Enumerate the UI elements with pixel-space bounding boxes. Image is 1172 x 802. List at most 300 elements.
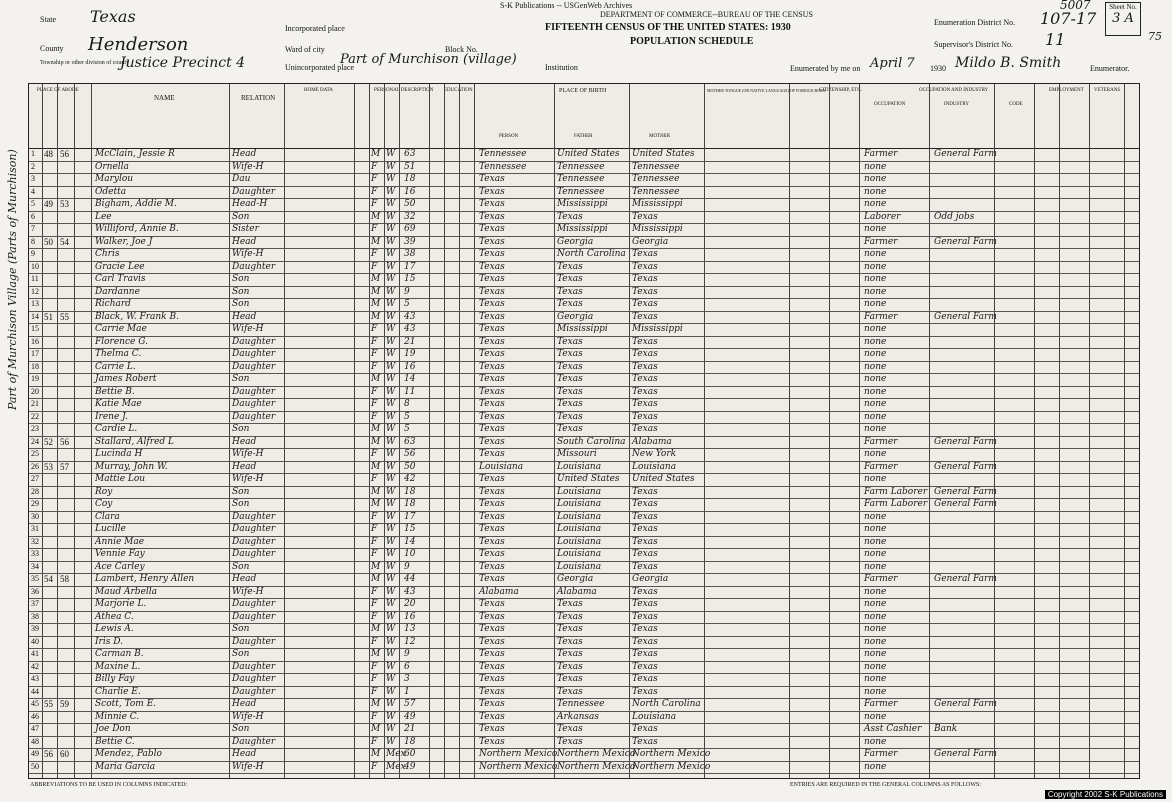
family-number: 56 — [60, 436, 69, 447]
table-row — [29, 723, 1139, 737]
relation: Head-H — [232, 199, 268, 209]
schedule-subtitle: POPULATION SCHEDULE — [630, 36, 754, 47]
age: 10 — [404, 549, 416, 559]
occupation: none — [864, 549, 887, 559]
dwelling-number: 50 — [44, 236, 53, 247]
occupation: none — [864, 449, 887, 459]
industry: General Farm — [934, 749, 997, 759]
line-number: 50 — [31, 761, 39, 771]
father-birthplace: Texas — [557, 661, 583, 672]
occupation: none — [864, 186, 887, 197]
line-number: 24 — [31, 436, 39, 446]
line-number: 47 — [31, 724, 39, 733]
father-birthplace: Texas — [557, 599, 583, 609]
race: W — [386, 499, 396, 509]
line-number: 42 — [31, 661, 39, 671]
person-name: Charlie E. — [95, 686, 141, 697]
dwelling-number: 55 — [44, 699, 53, 709]
birthplace: Texas — [479, 636, 505, 647]
department: DEPARTMENT OF COMMERCE--BUREAU OF THE CENSUS — [600, 10, 813, 19]
unincorporated-label: Unincorporated place — [285, 63, 355, 72]
mother-birthplace: Texas — [632, 411, 658, 422]
line-number: 6 — [31, 211, 35, 221]
col-personal: PERSONAL DESCRIPTION — [374, 88, 434, 93]
relation: Head — [232, 311, 257, 322]
occupation: Asst Cashier — [864, 724, 922, 734]
person-name: Annie Mae — [95, 536, 145, 547]
mother-birthplace: Texas — [632, 624, 658, 634]
father-birthplace: Texas — [557, 399, 583, 409]
person-name: Lucille — [95, 524, 126, 534]
race: W — [386, 511, 396, 522]
person-name: McClain, Jessie R — [95, 149, 175, 159]
sheet-value: 3 A — [1112, 11, 1134, 26]
sex: M — [371, 574, 381, 584]
sex: F — [371, 524, 378, 534]
person-name: Lucinda H — [95, 449, 143, 459]
relation: Son — [232, 374, 250, 384]
mother-birthplace: Texas — [632, 611, 658, 622]
relation: Daughter — [232, 611, 276, 622]
table-row — [29, 586, 1139, 600]
footer-left: ABBREVIATIONS TO BE USED IN COLUMNS INDICATED: — [30, 782, 188, 788]
birthplace: Texas — [479, 199, 505, 209]
age: 5 — [404, 424, 410, 434]
col-occ-industry: OCCUPATION AND INDUSTRY — [919, 88, 989, 93]
mother-birthplace: Texas — [632, 274, 658, 284]
person-name: Bigham, Addie M. — [95, 199, 177, 209]
relation: Daughter — [232, 399, 276, 409]
family-number: 57 — [60, 461, 69, 472]
person-name: Mattie Lou — [95, 474, 146, 484]
person-name: Athea C. — [95, 611, 134, 622]
age: 16 — [404, 361, 416, 372]
mother-birthplace: Texas — [632, 724, 658, 734]
person-name: Clara — [95, 511, 120, 522]
father-birthplace: Texas — [557, 686, 583, 697]
birthplace: Texas — [479, 724, 505, 734]
sex: M — [371, 749, 381, 759]
line-number: 8 — [31, 236, 35, 246]
occupation: none — [864, 649, 887, 659]
mother-birthplace: Texas — [632, 511, 658, 522]
birthplace: Northern Mexico — [479, 749, 558, 759]
ward-label: Ward of city — [285, 45, 325, 54]
mother-birthplace: Georgia — [632, 574, 669, 584]
sex: M — [371, 374, 381, 384]
mother-birthplace: Texas — [632, 586, 658, 597]
col-home-data: HOME DATA — [304, 88, 333, 93]
relation: Son — [232, 274, 250, 284]
father-birthplace: Texas — [557, 424, 583, 434]
table-row — [29, 561, 1139, 575]
mother-birthplace: Texas — [632, 249, 658, 259]
age: 60 — [404, 749, 416, 759]
occupation: none — [864, 336, 887, 347]
line-number: 7 — [31, 224, 35, 233]
sex: F — [371, 186, 378, 197]
publisher: S-K Publications -- USGenWeb Archives — [500, 1, 633, 10]
race: Mex — [386, 761, 406, 772]
mother-birthplace: Texas — [632, 399, 658, 409]
person-name: Lambert, Henry Allen — [95, 574, 195, 584]
line-number: 48 — [31, 736, 39, 746]
col-place-of-abode: PLACE OF ABODE — [37, 88, 79, 93]
birthplace: Texas — [479, 699, 505, 709]
line-number: 25 — [31, 449, 39, 458]
sex: M — [371, 436, 381, 447]
line-number: 37 — [31, 599, 39, 608]
table-row — [29, 236, 1139, 250]
line-number: 28 — [31, 486, 39, 496]
birthplace: Texas — [479, 174, 505, 184]
race: W — [386, 161, 396, 172]
sex: F — [371, 549, 378, 559]
industry: General Farm — [934, 236, 997, 247]
line-number: 22 — [31, 411, 39, 421]
table-row — [29, 423, 1139, 437]
industry: General Farm — [934, 311, 997, 322]
line-number: 43 — [31, 674, 39, 683]
age: 49 — [404, 761, 416, 772]
column-headers — [29, 84, 1139, 149]
table-row — [29, 286, 1139, 300]
father-birthplace: Louisiana — [557, 461, 602, 472]
birthplace: Texas — [479, 386, 505, 397]
father-birthplace: Georgia — [557, 236, 594, 247]
sex: F — [371, 599, 378, 609]
enum-district-label: Enumeration District No. — [934, 18, 1016, 27]
sex: F — [371, 224, 378, 234]
age: 20 — [404, 599, 416, 609]
birthplace: Texas — [479, 186, 505, 197]
birthplace: Texas — [479, 311, 505, 322]
mother-birthplace: Louisiana — [632, 711, 677, 722]
age: 63 — [404, 436, 416, 447]
age: 12 — [404, 636, 416, 647]
age: 50 — [404, 461, 416, 472]
age: 43 — [404, 311, 416, 322]
age: 17 — [404, 511, 416, 522]
father-birthplace: North Carolina — [557, 249, 626, 259]
race: W — [386, 149, 396, 159]
father-birthplace: Louisiana — [557, 499, 602, 509]
enumerator-name: Mildo B. Smith — [955, 55, 1062, 71]
age: 63 — [404, 149, 416, 159]
sex: F — [371, 611, 378, 622]
sheet-label: Sheet No. — [1109, 3, 1137, 11]
table-row — [29, 761, 1139, 775]
birthplace: Northern Mexico — [479, 761, 558, 772]
industry: Odd jobs — [934, 211, 975, 222]
line-number: 16 — [31, 336, 39, 346]
relation: Wife-H — [232, 474, 264, 484]
line-number: 19 — [31, 374, 39, 383]
census-title: FIFTEENTH CENSUS OF THE UNITED STATES: 1930 — [545, 22, 791, 33]
person-name: Billy Fay — [95, 674, 135, 684]
table-row — [29, 698, 1139, 712]
father-birthplace: Louisiana — [557, 561, 602, 572]
mother-birthplace: Texas — [632, 286, 658, 297]
birthplace: Texas — [479, 661, 505, 672]
age: 38 — [404, 249, 416, 259]
relation: Daughter — [232, 536, 276, 547]
person-name: Stallard, Alfred L — [95, 436, 174, 447]
mother-birthplace: Texas — [632, 424, 658, 434]
mother-birthplace: Northern Mexico — [632, 749, 711, 759]
person-name: Gracie Lee — [95, 261, 145, 272]
table-row — [29, 511, 1139, 525]
table-row — [29, 161, 1139, 175]
age: 5 — [404, 299, 410, 309]
line-number: 14 — [31, 311, 39, 321]
township-label: Township or other division of county — [40, 60, 130, 66]
mother-birthplace: Northern Mexico — [632, 761, 711, 772]
line-number: 36 — [31, 586, 39, 596]
occupation: Farmer — [864, 699, 898, 709]
race: W — [386, 624, 396, 634]
birthplace: Texas — [479, 336, 505, 347]
father-birthplace: Texas — [557, 286, 583, 297]
relation: Son — [232, 649, 250, 659]
sex: F — [371, 386, 378, 397]
occupation: Farmer — [864, 461, 898, 472]
mother-birthplace: Texas — [632, 361, 658, 372]
county-value: Henderson — [88, 34, 189, 55]
col-father: FATHER — [574, 134, 593, 139]
sex: F — [371, 336, 378, 347]
supervisor-label: Supervisor's District No. — [934, 40, 1013, 49]
family-number: 54 — [60, 236, 69, 247]
sex: F — [371, 199, 378, 209]
relation: Head — [232, 461, 257, 472]
line-number: 32 — [31, 536, 39, 546]
age: 50 — [404, 199, 416, 209]
person-name: Maud Arbella — [95, 586, 158, 597]
family-number: 55 — [60, 311, 69, 322]
birthplace: Texas — [479, 299, 505, 309]
person-name: Scott, Tom E. — [95, 699, 157, 709]
birthplace: Texas — [479, 711, 505, 722]
line-number: 26 — [31, 461, 39, 471]
birthplace: Louisiana — [479, 461, 524, 472]
relation: Head — [232, 699, 257, 709]
relation: Son — [232, 561, 250, 572]
table-row — [29, 361, 1139, 375]
age: 69 — [404, 224, 416, 234]
line-number: 44 — [31, 686, 39, 696]
occupation: none — [864, 399, 887, 409]
table-row — [29, 598, 1139, 612]
occupation: none — [864, 174, 887, 184]
birthplace: Texas — [479, 361, 505, 372]
industry: General Farm — [934, 499, 997, 509]
birthplace: Texas — [479, 261, 505, 272]
family-number: 58 — [60, 574, 69, 584]
dwelling-number: 52 — [44, 436, 53, 447]
person-name: Irene J. — [95, 411, 128, 422]
birthplace: Texas — [479, 449, 505, 459]
industry: General Farm — [934, 486, 997, 497]
mother-birthplace: United States — [632, 149, 695, 159]
sex: F — [371, 324, 378, 334]
relation: Wife-H — [232, 449, 264, 459]
age: 17 — [404, 261, 416, 272]
father-birthplace: Tennessee — [557, 699, 605, 709]
township-value: Justice Precinct 4 — [120, 55, 246, 71]
table-row — [29, 523, 1139, 537]
sex: M — [371, 149, 381, 159]
incorporated-label: Incorporated place — [285, 24, 345, 33]
father-birthplace: South Carolina — [557, 436, 626, 447]
occupation: none — [864, 361, 887, 372]
father-birthplace: Texas — [557, 299, 583, 309]
footer — [0, 780, 1172, 802]
birthplace: Texas — [479, 224, 505, 234]
occupation: none — [864, 611, 887, 622]
person-name: Katie Mae — [95, 399, 142, 409]
age: 18 — [404, 736, 416, 747]
line-number: 33 — [31, 549, 39, 558]
father-birthplace: Louisiana — [557, 511, 602, 522]
sex: F — [371, 474, 378, 484]
sex: M — [371, 236, 381, 247]
relation: Wife-H — [232, 324, 264, 334]
relation: Wife-H — [232, 761, 264, 772]
mother-birthplace: Texas — [632, 649, 658, 659]
father-birthplace: Alabama — [557, 586, 597, 597]
mother-birthplace: Tennessee — [632, 174, 680, 184]
race: W — [386, 636, 396, 647]
mother-birthplace: Texas — [632, 336, 658, 347]
person-name: Roy — [95, 486, 113, 497]
table-row — [29, 748, 1139, 762]
mother-birthplace: Texas — [632, 536, 658, 547]
father-birthplace: Texas — [557, 261, 583, 272]
birthplace: Texas — [479, 424, 505, 434]
race: W — [386, 649, 396, 659]
age: 43 — [404, 324, 416, 334]
age: 11 — [404, 386, 416, 397]
person-name: Florence G. — [95, 336, 148, 347]
line-number: 20 — [31, 386, 39, 396]
occupation: none — [864, 586, 887, 597]
relation: Son — [232, 286, 250, 297]
person-name: Black, W. Frank B. — [95, 311, 179, 322]
table-row — [29, 686, 1139, 700]
age: 3 — [404, 674, 410, 684]
line-number: 11 — [31, 274, 39, 283]
occupation: Farm Laborer — [864, 499, 928, 509]
sex: M — [371, 486, 381, 497]
sex: M — [371, 299, 381, 309]
race: W — [386, 236, 396, 247]
enumerator-label: Enumerator. — [1090, 64, 1130, 73]
occupation: none — [864, 561, 887, 572]
mother-birthplace: Tennessee — [632, 186, 680, 197]
relation: Daughter — [232, 661, 276, 672]
occupation: none — [864, 599, 887, 609]
age: 18 — [404, 174, 416, 184]
relation: Son — [232, 486, 250, 497]
table-row — [29, 711, 1139, 725]
race: W — [386, 324, 396, 334]
father-birthplace: Texas — [557, 336, 583, 347]
dwelling-number: 48 — [44, 149, 53, 159]
sex: F — [371, 674, 378, 684]
sex: F — [371, 736, 378, 747]
age: 42 — [404, 474, 416, 484]
table-row — [29, 661, 1139, 675]
sex: M — [371, 211, 381, 222]
mother-birthplace: North Carolina — [632, 699, 701, 709]
father-birthplace: Tennessee — [557, 174, 605, 184]
relation: Son — [232, 299, 250, 309]
col-occupation: OCCUPATION — [874, 102, 906, 107]
mother-birthplace: Mississippi — [632, 324, 683, 334]
sex: M — [371, 461, 381, 472]
sex: M — [371, 561, 381, 572]
table-row — [29, 223, 1139, 237]
person-name: Carrie L. — [95, 361, 136, 372]
occupation: none — [864, 374, 887, 384]
line-number: 5 — [31, 199, 35, 208]
person-name: Richard — [95, 299, 131, 309]
person-name: Carrie Mae — [95, 324, 147, 334]
col-mother: MOTHER — [649, 134, 671, 139]
sex: M — [371, 274, 381, 284]
birthplace: Texas — [479, 524, 505, 534]
relation: Son — [232, 499, 250, 509]
line-number: 35 — [31, 574, 39, 583]
birthplace: Texas — [479, 686, 505, 697]
line-number: 10 — [31, 261, 39, 271]
table-row — [29, 673, 1139, 687]
age: 13 — [404, 624, 416, 634]
person-name: Williford, Annie B. — [95, 224, 179, 234]
line-number: 18 — [31, 361, 39, 371]
table-row — [29, 623, 1139, 637]
relation: Head — [232, 149, 257, 159]
relation: Daughter — [232, 524, 276, 534]
mother-birthplace: Texas — [632, 636, 658, 647]
relation: Head — [232, 236, 257, 247]
occupation: none — [864, 761, 887, 772]
relation: Daughter — [232, 636, 276, 647]
line-number: 30 — [31, 511, 39, 521]
race: W — [386, 524, 396, 534]
relation: Dau — [232, 174, 251, 184]
table-row — [29, 323, 1139, 337]
dwelling-number: 49 — [44, 199, 53, 209]
father-birthplace: Texas — [557, 674, 583, 684]
race: W — [386, 311, 396, 322]
population-table — [28, 83, 1140, 779]
race: W — [386, 536, 396, 547]
father-birthplace: Georgia — [557, 311, 594, 322]
table-row — [29, 173, 1139, 187]
table-row — [29, 336, 1139, 350]
line-number: 17 — [31, 349, 39, 358]
table-row — [29, 436, 1139, 450]
relation: Wife-H — [232, 586, 264, 597]
relation: Son — [232, 211, 250, 222]
person-name: Marylou — [95, 174, 134, 184]
occupation: none — [864, 686, 887, 697]
industry: General Farm — [934, 574, 997, 584]
unincorporated-value: Part of Murchison (village) — [340, 52, 517, 67]
table-row — [29, 536, 1139, 550]
